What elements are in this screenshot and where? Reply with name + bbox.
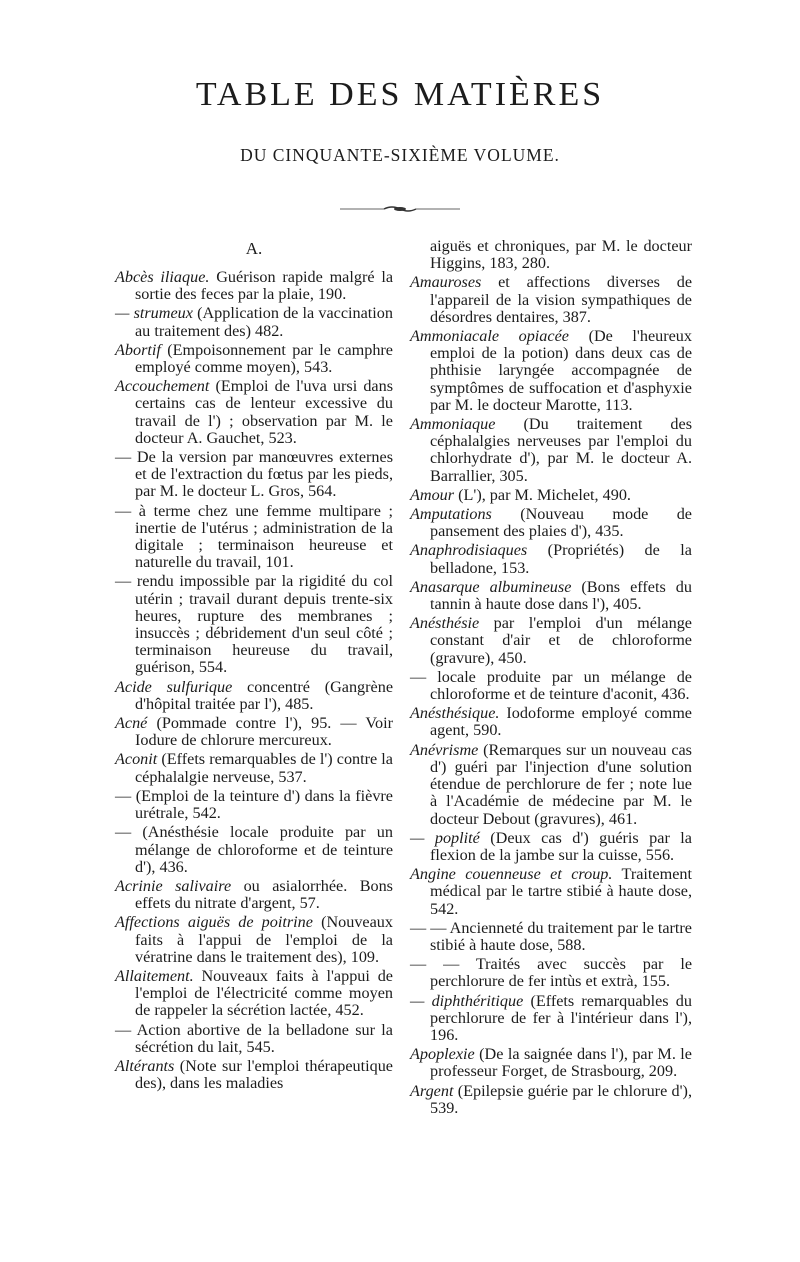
entry-text: et affections diverses de l'appareil de la vision sympathiques de désordres dentaires, 387. xyxy=(430,273,692,326)
entry-text: (De l'heureux emploi de la potion) dans deux cas de phthisie laryngée accompagnée de symptômes de suffocation et d'asphyxie par M. le docteur Marotte, 113. xyxy=(430,327,692,414)
entry-text: (Note sur l'emploi thérapeutique des), dans les maladies xyxy=(135,1056,393,1093)
index-entry xyxy=(410,542,692,576)
entry-heading: Amauroses xyxy=(410,273,482,292)
index-entry xyxy=(115,378,393,447)
entry-text: — rendu impossible par la rigidité du col utérin ; travail durant depuis trente-six heures, rupture des membranes ; insuccès ; débridement d'un seul côté ; terminaison heureuse du travail, guérison, 554. xyxy=(115,572,393,677)
entry-heading: Amour xyxy=(410,485,455,504)
index-entry xyxy=(115,1022,393,1056)
index-entry xyxy=(410,615,692,667)
page-title: TABLE DES MATIÈRES xyxy=(195,76,605,113)
entry-heading: — diphthéritique xyxy=(410,991,524,1010)
index-entry xyxy=(410,830,692,864)
entry-heading: Anévrisme xyxy=(410,740,479,759)
entry-heading: Anésthésie xyxy=(410,614,480,633)
index-entry xyxy=(410,328,692,414)
entry-heading: Ammoniacale opiacée xyxy=(410,327,569,346)
entry-text: (Du traitement des céphalalgies nerveuses par l'emploi du chlorhydrate d'), par M. le docteur A. Barrallier, 305. xyxy=(430,415,692,485)
entry-heading: Abcès iliaque. xyxy=(115,268,210,286)
index-entry xyxy=(410,866,692,918)
entry-heading: Apoplexie xyxy=(410,1045,475,1064)
index-entry xyxy=(115,342,393,376)
entry-text: (Epilepsie guérie par le chlorure d'), 539. xyxy=(430,1081,692,1117)
entry-heading: Affections aiguës de poitrine xyxy=(115,913,313,932)
entry-heading: — poplité xyxy=(410,828,480,847)
entry-heading: Acné xyxy=(115,714,148,733)
entry-text: ou asialorrhée. Bons effets du nitrate d'argent, 57. xyxy=(135,876,393,913)
entry-text: (Remarques sur un nouveau cas d') guéri par l'injection d'une solution étendue de perchlorure de fer ; note lue à l'Académie de médecine par M. le docteur Debout (gravures), 461. xyxy=(430,740,692,828)
entry-heading: Anaphrodisiaques xyxy=(410,541,528,560)
index-entry xyxy=(410,993,692,1045)
entry-text: (Deux cas d') guéris par la flexion de la jambe sur la cuisse, 556. xyxy=(430,828,692,864)
entry-text: (Nouveau mode de pansement des plaies d'), 435. xyxy=(430,505,692,541)
entry-text: (L'), par M. Michelet, 490. xyxy=(454,485,631,504)
index-entry xyxy=(115,968,393,1020)
entry-heading: Acrinie salivaire xyxy=(115,876,232,895)
index-entry xyxy=(115,1058,393,1092)
entry-heading: Allaitement. xyxy=(115,966,194,985)
entry-heading: Aconit xyxy=(115,750,158,769)
entry-text: — (Anésthésie locale produite par un mélange de chloroforme et de teinture d'), 436. xyxy=(115,823,393,876)
index-entry xyxy=(410,920,692,954)
entry-heading: Argent xyxy=(410,1081,454,1100)
entry-text: (Pommade contre l'), 95. — Voir Iodure de chlorure mercureux. xyxy=(135,714,393,750)
entry-text: concentré (Gangrène d'hôpital traitée par l'), 485. xyxy=(135,677,394,713)
entry-text: Traitement médical par le tartre stibié à haute dose, 542. xyxy=(430,865,692,918)
entry-text: (Propriétés) de la belladone, 153. xyxy=(430,541,692,577)
entry-heading: Angine couenneuse et croup. xyxy=(410,865,613,884)
right-index-column xyxy=(410,237,692,1119)
index-entry xyxy=(410,1046,692,1080)
entry-text: par l'emploi d'un mélange constant d'air et de chloroforme (gravure), 450. xyxy=(430,614,692,667)
page-subtitle: DU CINQUANTE-SIXIÈME VOLUME. xyxy=(240,145,560,165)
index-entry xyxy=(410,956,692,990)
index-entry xyxy=(115,305,393,339)
entry-text: Guérison rapide malgré la sortie des feces par la plaie, 190. xyxy=(135,268,394,304)
entry-text: — Action abortive de la belladone sur la sécrétion du lait, 545. xyxy=(115,1020,393,1056)
index-entry xyxy=(115,788,393,822)
entry-heading: Amputations xyxy=(410,505,492,524)
entry-heading: Anasarque albumineuse xyxy=(410,577,572,596)
section-letter: A. xyxy=(245,239,263,258)
entry-text: Nouveaux faits à l'appui de l'emploi de l'électricité comme moyen de rappeler la sécrétion lactée, 452. xyxy=(135,966,393,1020)
index-entry xyxy=(410,416,692,485)
index-entry xyxy=(115,715,393,749)
index-entry xyxy=(115,914,393,966)
entry-text: aiguës et chroniques, par M. le docteur Higgins, 183, 280. xyxy=(430,237,692,273)
entry-text: (De la saignée dans l'), par M. le professeur Forget, de Strasbourg, 209. xyxy=(430,1045,692,1081)
entry-text: (Application de la vaccination au traitement des) 482. xyxy=(135,304,393,340)
entry-text: — locale produite par un mélange de chloroforme et de teinture d'aconit, 436. xyxy=(410,667,692,704)
entry-text: (Bons effets du tannin à haute dose dans l'), 405. xyxy=(430,577,692,614)
entry-text: — (Emploi de la teinture d') dans la fièvre urétrale, 542. xyxy=(115,786,393,823)
entry-text: (Effets remarquables du perchlorure de fer à l'intérieur dans l'), 196. xyxy=(430,991,692,1044)
entry-text: — — Ancienneté du traitement par le tartre stibié à haute dose, 588. xyxy=(410,918,692,954)
index-entry xyxy=(115,573,393,676)
ornamental-rule xyxy=(340,205,460,213)
entry-text: (Emploi de l'uva ursi dans certains cas de lenteur excessive du travail de l') ; observation par M. le docteur A. Gauchet, 523. xyxy=(135,377,393,447)
index-entry xyxy=(410,705,692,739)
entry-text: (Nouveaux faits à l'appui de l'emploi de la vératrine dans le traitement des), 109. xyxy=(135,913,393,966)
index-entry xyxy=(410,742,692,828)
entry-text: — De la version par manœuvres externes et de l'extraction du fœtus par les pieds, par M. le docteur L. Gros, 564. xyxy=(115,448,393,501)
left-index-column xyxy=(115,240,393,1094)
entry-heading: — strumeux xyxy=(115,304,193,323)
index-entry xyxy=(410,579,692,613)
entry-text: (Empoisonnement par le camphre employé comme moyen), 543. xyxy=(135,340,393,377)
index-entry xyxy=(410,238,692,272)
entry-heading: Ammoniaque xyxy=(410,415,496,434)
index-entry xyxy=(410,1083,692,1117)
index-entry xyxy=(410,274,692,326)
entry-text: (Effets remarquables de l') contre la céphalalgie nerveuse, 537. xyxy=(135,750,393,786)
entry-heading: Altérants xyxy=(115,1056,175,1075)
entry-text: Iodoforme employé comme agent, 590. xyxy=(430,704,692,740)
index-entry xyxy=(115,503,393,572)
index-entry xyxy=(410,506,692,540)
index-entry xyxy=(410,487,692,504)
entry-text: — à terme chez une femme multipare ; inertie de l'utérus ; administration de la digitale ; terminaison heureuse et naturelle du travail, 101. xyxy=(115,501,393,572)
index-entry xyxy=(115,824,393,876)
index-entry xyxy=(410,669,692,703)
entry-heading: Acide sulfurique xyxy=(115,677,233,696)
entry-heading: Accouchement xyxy=(115,377,210,396)
index-entry xyxy=(115,269,393,303)
index-entry xyxy=(115,679,393,713)
index-entry xyxy=(115,751,393,785)
entry-heading: Abortif xyxy=(115,340,161,359)
index-entry xyxy=(115,449,393,501)
entry-heading: Anésthésique. xyxy=(410,704,500,723)
entry-text: — — Traités avec succès par le perchlorure de fer intùs et extrà, 155. xyxy=(410,955,692,991)
index-entry xyxy=(115,878,393,912)
